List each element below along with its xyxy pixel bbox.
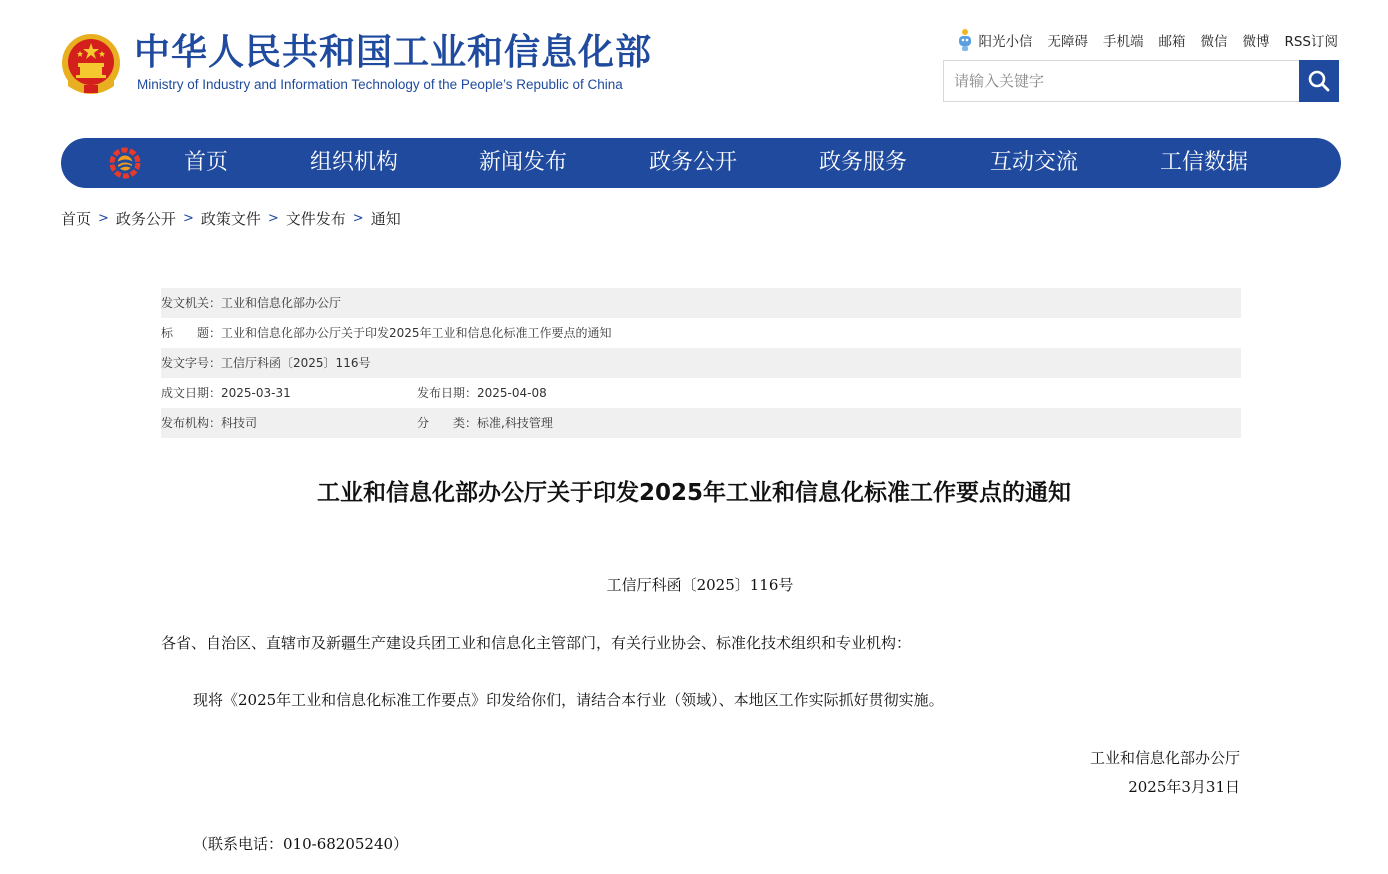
main-nav — [61, 138, 1341, 188]
nav-government-affairs[interactable]: 政务公开 — [649, 150, 738, 175]
meta-docno: 工信厅科函〔2025〕116号 — [221, 356, 371, 370]
search-box — [943, 60, 1339, 102]
search-button[interactable] — [1299, 60, 1339, 102]
mail-link[interactable]: 邮箱 — [1158, 34, 1186, 50]
meta-row-issuer — [161, 288, 1241, 318]
document-metadata — [161, 288, 1241, 438]
nav-organization[interactable]: 组织机构 — [310, 150, 399, 175]
meta-issuer: 工业和信息化部办公厅 — [221, 296, 342, 310]
weibo-link[interactable]: 微博 — [1242, 34, 1270, 50]
breadcrumb-gov-affairs[interactable]: 政务公开 — [115, 210, 176, 228]
document-number: 工信厅科函〔2025〕116号 — [606, 576, 794, 594]
sunshine-link[interactable] — [956, 28, 1032, 52]
breadcrumb-notice[interactable]: 通知 — [370, 210, 401, 228]
site-subtitle: Ministry of Industry and Information Technology of the People’s Republic of China — [137, 77, 623, 92]
nav-interaction[interactable]: 互动交流 — [990, 150, 1079, 175]
robot-icon — [956, 28, 974, 52]
meta-org: 科技司 — [221, 416, 258, 430]
breadcrumb-separator: > — [352, 211, 364, 226]
meta-row-docno — [161, 348, 1241, 378]
mobile-link[interactable]: 手机端 — [1102, 34, 1144, 50]
meta-created-label: 成文日期： — [161, 386, 222, 400]
meta-title: 工业和信息化部办公厅关于印发2025年工业和信息化标准工作要点的通知 — [221, 326, 612, 340]
breadcrumb-separator: > — [182, 211, 194, 226]
meta-org-label: 发布机构： — [161, 416, 222, 430]
miit-logo-icon[interactable] — [109, 147, 141, 179]
breadcrumb — [61, 208, 401, 229]
breadcrumb-separator: > — [267, 211, 279, 226]
top-links — [956, 28, 1338, 52]
nav-services[interactable]: 政务服务 — [819, 150, 908, 175]
search-input[interactable] — [944, 61, 1300, 101]
document-title: 工业和信息化部办公厅关于印发2025年工业和信息化标准工作要点的通知 — [316, 480, 1071, 506]
nav-news[interactable]: 新闻发布 — [479, 150, 568, 175]
meta-docno-label: 发文字号： — [161, 356, 222, 370]
meta-published: 2025-04-08 — [477, 386, 547, 400]
rss-link[interactable]: RSS订阅 — [1284, 34, 1338, 50]
meta-row-org — [161, 408, 1241, 438]
accessibility-link[interactable]: 无障碍 — [1047, 34, 1088, 50]
breadcrumb-release[interactable]: 文件发布 — [285, 210, 346, 228]
wechat-link[interactable]: 微信 — [1200, 34, 1228, 50]
breadcrumb-policy[interactable]: 政策文件 — [200, 210, 261, 228]
nav-home[interactable]: 首页 — [184, 150, 229, 175]
meta-title-label: 标 题： — [161, 326, 222, 340]
document-recipients: 各省、自治区、直辖市及新疆生产建设兵团工业和信息化主管部门，有关行业协会、标准化技术组织和专业机构： — [161, 634, 912, 652]
meta-published-label: 发布日期： — [417, 386, 478, 400]
meta-category: 标准,科技管理 — [477, 416, 553, 430]
document-date: 2025年3月31日 — [1128, 778, 1240, 796]
document-body: 现将《2025年工业和信息化标准工作要点》印发给你们，请结合本行业（领域）、本地区工作实际抓好贯彻实施。 — [193, 691, 944, 709]
search-icon — [1307, 69, 1331, 93]
meta-category-label: 分 类： — [417, 416, 478, 430]
meta-created: 2025-03-31 — [221, 386, 291, 400]
nav-data[interactable]: 工信数据 — [1160, 150, 1249, 175]
site-header — [0, 0, 1388, 130]
site-title: 中华人民共和国工业和信息化部 — [134, 32, 653, 73]
meta-issuer-label: 发文机关： — [161, 296, 222, 310]
breadcrumb-separator: > — [98, 211, 109, 226]
document-contact: （联系电话：010-68205240） — [193, 835, 409, 853]
meta-row-title — [161, 318, 1241, 348]
document-signer: 工业和信息化部办公厅 — [1089, 749, 1240, 767]
meta-row-dates — [161, 378, 1241, 408]
national-emblem-icon[interactable] — [60, 30, 122, 96]
sunshine-label: 阳光小信 — [978, 34, 1033, 50]
breadcrumb-home[interactable]: 首页 — [61, 210, 92, 228]
